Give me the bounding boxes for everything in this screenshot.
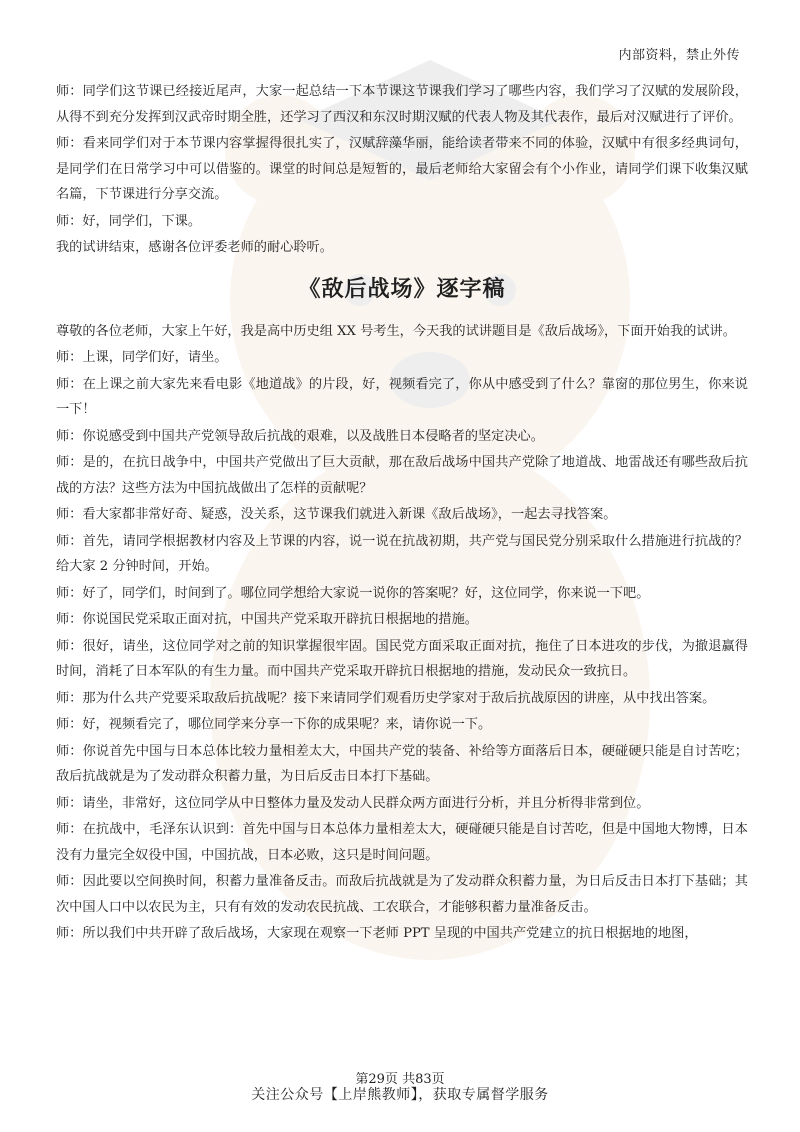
intro-paragraph: 师：看来同学们对于本节课内容掌握得很扎实了，汉赋辞藻华丽，能给读者带来不同的体验，汉赋中有很多经典词句，是同学们在日常学习中可以借鉴的。课堂的时间总是短暂的，最后老师给大家留会有个小作业，请同学们课下收集汉赋名篇，下节课进行分享交流。 [56, 136, 748, 202]
intro-paragraph: 师：同学们这节课已经接近尾声，大家一起总结一下本节课这节课我们学习了哪些内容，我们学习了汉赋的发展阶段，从得不到充分发挥到汉武帝时期全胜，还学习了西汉和东汉时期汉赋的代表人物及其代表作，最后对汉赋进行了评价。 [56, 84, 748, 125]
body-paragraph: 师：上课，同学们好，请坐。 [56, 350, 228, 365]
body-paragraph: 师：在抗战中，毛泽东认识到：首先中国与日本总体力量相差太大，硬碰硬只能是自讨苦吃，但是中国地大物博，日本没有力量完全奴役中国，中国抗战，日本必败，这只是时间问题。 [56, 822, 748, 863]
body-paragraph: 尊敬的各位老师，大家上午好，我是高中历史组 XX 号考生，今天我的试讲题目是《敌后战场》，下面开始我的试讲。 [56, 323, 736, 339]
section-title: 《敌后战场》逐字稿 [298, 276, 506, 302]
body-paragraph: 师：看大家都非常好奇、疑惑，没关系，这节课我们就进入新课《敌后战场》，一起去寻找答案。 [56, 507, 617, 522]
body-paragraph: 师：你说首先中国与日本总体比较力量相差太大，中国共产党的装备、补给等方面落后日本，硬碰硬只能是自讨苦吃；敌后抗战就是为了发动群众积蓄力量，为日后反击日本打下基础。 [56, 743, 748, 784]
body-paragraph: 师：你说感受到中国共产党领导敌后抗战的艰难，以及战胜日本侵略者的坚定决心。 [56, 428, 544, 444]
intro-paragraph: 我的试讲结束，感谢各位评委老师的耐心聆听。 [56, 240, 333, 255]
body-paragraph: 师：好，视频看完了，哪位同学来分享一下你的成果呢？来，请你说一下。 [56, 717, 492, 732]
body-paragraph: 师：很好，请坐，这位同学对之前的知识掌握很牢固。国民党方面采取正面对抗，拖住了日本进攻的步伐，为撤退赢得时间，消耗了日本军队的有生力量。而中国共产党采取开辟抗日根据地的措施，发动民众一致抗日。 [56, 638, 748, 679]
body-paragraph: 师：那为什么共产党要采取敌后抗战呢？接下来请同学们观看历史学家对于敌后抗战原因的讲座，从中找出答案。 [56, 690, 716, 706]
body-paragraph: 师：请坐，非常好，这位同学从中日整体力量及发动人民群众两方面进行分析，并且分析得非常到位。 [56, 795, 650, 811]
body-paragraph: 师：在上课之前大家先来看电影《地道战》的片段，好，视频看完了，你从中感受到了什么？靠窗的那位男生，你来说一下！ [56, 376, 748, 417]
body-paragraph: 师：好了，同学们，时间到了。哪位同学想给大家说一说你的答案呢？好，这位同学，你来说一下吧。 [56, 585, 650, 601]
page-number: 第29页 共83页 [355, 1072, 445, 1087]
promo-footer: 关注公众号【上岸熊教师】，获取专属督学服务 [251, 1087, 549, 1103]
confidential-notice: 内部资料，禁止外传 [618, 48, 740, 63]
body-paragraph: 师：是的，在抗日战争中，中国共产党做出了巨大贡献，那在敌后战场中国共产党除了地道战、地雷战还有哪些敌后抗战的方法？这些方法为中国抗战做出了怎样的贡献呢？ [56, 455, 748, 496]
body-paragraph: 师：你说国民党采取正面对抗，中国共产党采取开辟抗日根据地的措施。 [56, 612, 478, 627]
body-paragraph: 师：因此要以空间换时间，积蓄力量准备反击。而敌后抗战就是为了发动群众积蓄力量，为日后反击日本打下基础；其次中国人口中以农民为主，只有有效的发动农民抗战、工农联合，才能够积蓄力量准备反击。 [56, 874, 748, 915]
body-paragraph: 师：首先，请同学根据教材内容及上节课的内容，说一说在抗战初期，共产党与国民党分别采取什么措施进行抗战的？给大家 2 分钟时间，开始。 [56, 533, 748, 574]
intro-paragraph: 师：好，同学们，下课。 [56, 213, 202, 229]
body-paragraph: 师：所以我们中共开辟了敌后战场，大家现在观察一下老师 PPT 呈现的中国共产党建立的抗日根据地的地图， [56, 926, 698, 941]
document-body [56, 79, 748, 948]
